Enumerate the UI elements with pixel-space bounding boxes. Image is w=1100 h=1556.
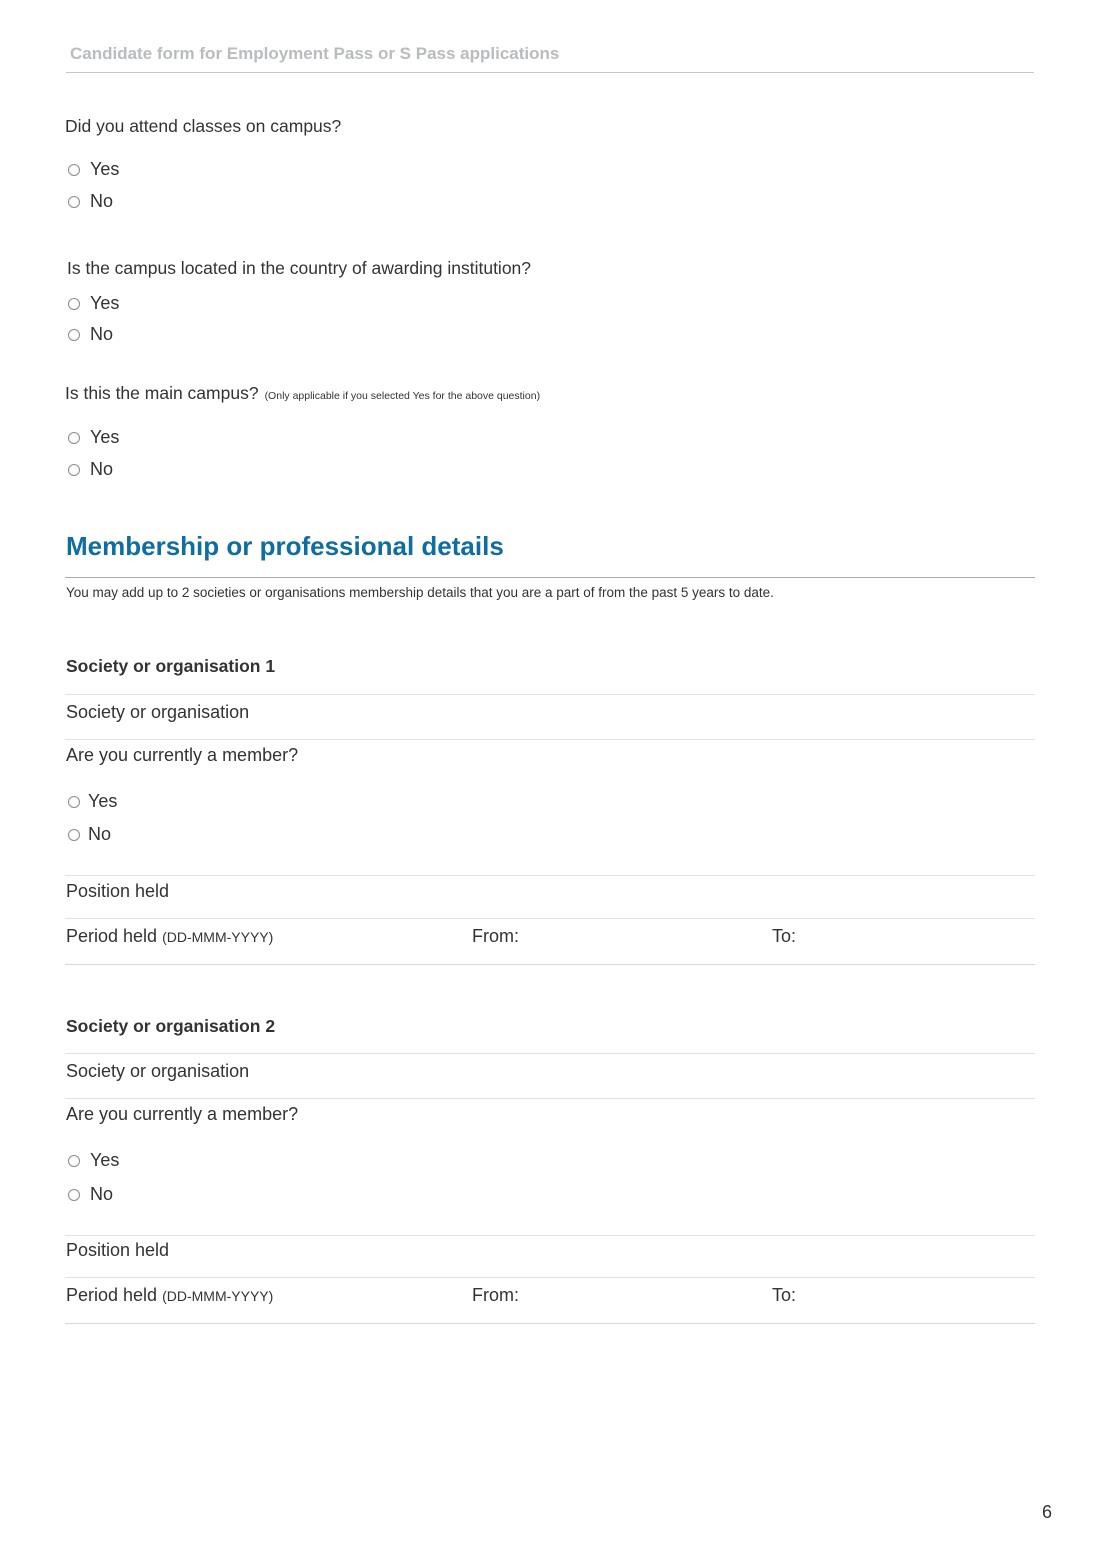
- radio-icon[interactable]: [68, 164, 80, 176]
- row-divider: [65, 694, 1035, 695]
- period-format-hint: (DD-MMM-YYYY): [162, 929, 274, 945]
- radio-icon[interactable]: [68, 829, 80, 841]
- section-description: You may add up to 2 societies or organisations membership details that you are a part of from the past 5 years to date.: [66, 585, 774, 600]
- row-divider: [65, 1235, 1035, 1236]
- option-label: Yes: [90, 427, 120, 447]
- question-main-campus: [65, 383, 540, 404]
- option-label: Yes: [90, 1150, 120, 1170]
- option-label: No: [90, 1184, 114, 1204]
- option-society-1-member-no[interactable]: [68, 824, 111, 845]
- radio-icon[interactable]: [68, 796, 80, 808]
- option-label: Yes: [90, 159, 120, 179]
- society-2-period-to-field[interactable]: To:: [772, 1285, 797, 1305]
- radio-icon[interactable]: [68, 1189, 80, 1201]
- option-campus-in-country-yes[interactable]: [68, 293, 119, 314]
- society-2-name-field[interactable]: Society or organisation: [66, 1061, 250, 1081]
- society-1-period-label: [66, 926, 273, 947]
- row-divider: [65, 1098, 1035, 1099]
- radio-icon[interactable]: [68, 329, 80, 341]
- option-attend-classes-no[interactable]: [68, 191, 113, 212]
- society-1-period-to-field[interactable]: To:: [772, 926, 797, 946]
- row-divider: [65, 1053, 1035, 1054]
- row-divider: [65, 964, 1035, 965]
- option-campus-in-country-no[interactable]: [68, 324, 113, 345]
- option-society-1-member-yes[interactable]: [68, 791, 117, 812]
- question-attend-classes-on-campus: Did you attend classes on campus?: [65, 116, 342, 136]
- society-1-name-field[interactable]: Society or organisation: [66, 702, 250, 722]
- radio-icon[interactable]: [68, 298, 80, 310]
- option-label: No: [90, 324, 114, 344]
- society-2-period-label: [66, 1285, 273, 1306]
- radio-icon[interactable]: [68, 196, 80, 208]
- question-campus-in-country: Is the campus located in the country of awarding institution?: [67, 258, 532, 278]
- option-main-campus-no[interactable]: [68, 459, 113, 480]
- society-1-member-question: Are you currently a member?: [66, 745, 299, 765]
- option-attend-classes-yes[interactable]: [68, 159, 119, 180]
- row-divider: [65, 1277, 1035, 1278]
- question-note: (Only applicable if you selected Yes for the above question): [264, 390, 541, 402]
- period-format-hint: (DD-MMM-YYYY): [162, 1288, 274, 1304]
- option-label: No: [88, 824, 112, 844]
- option-society-2-member-no[interactable]: [68, 1184, 113, 1205]
- option-label: Yes: [90, 293, 120, 313]
- section-divider: [65, 577, 1035, 578]
- society-1-position-field[interactable]: Position held: [66, 881, 170, 901]
- radio-icon[interactable]: [68, 432, 80, 444]
- radio-icon[interactable]: [68, 464, 80, 476]
- period-label-text: Period held: [66, 1285, 158, 1305]
- society-2-member-question: Are you currently a member?: [66, 1104, 299, 1124]
- question-text: Is this the main campus?: [65, 383, 259, 403]
- row-divider: [65, 739, 1035, 740]
- period-label-text: Period held: [66, 926, 158, 946]
- document-header-title: Candidate form for Employment Pass or S Pass applications: [70, 44, 560, 63]
- option-main-campus-yes[interactable]: [68, 427, 119, 448]
- header-divider: [66, 72, 1034, 73]
- option-label: Yes: [88, 791, 118, 811]
- option-society-2-member-yes[interactable]: [68, 1150, 119, 1171]
- section-title-membership: Membership or professional details: [66, 531, 504, 561]
- society-2-period-from-field[interactable]: From:: [472, 1285, 519, 1305]
- radio-icon[interactable]: [68, 1155, 80, 1167]
- page-number: 6: [1042, 1502, 1053, 1522]
- society-1-period-from-field[interactable]: From:: [472, 926, 519, 946]
- option-label: No: [90, 191, 114, 211]
- society-1-heading: Society or organisation 1: [66, 656, 276, 676]
- row-divider: [65, 918, 1035, 919]
- society-2-heading: Society or organisation 2: [66, 1016, 276, 1036]
- option-label: No: [90, 459, 114, 479]
- row-divider: [65, 875, 1035, 876]
- society-2-position-field[interactable]: Position held: [66, 1240, 170, 1260]
- row-divider: [65, 1323, 1035, 1324]
